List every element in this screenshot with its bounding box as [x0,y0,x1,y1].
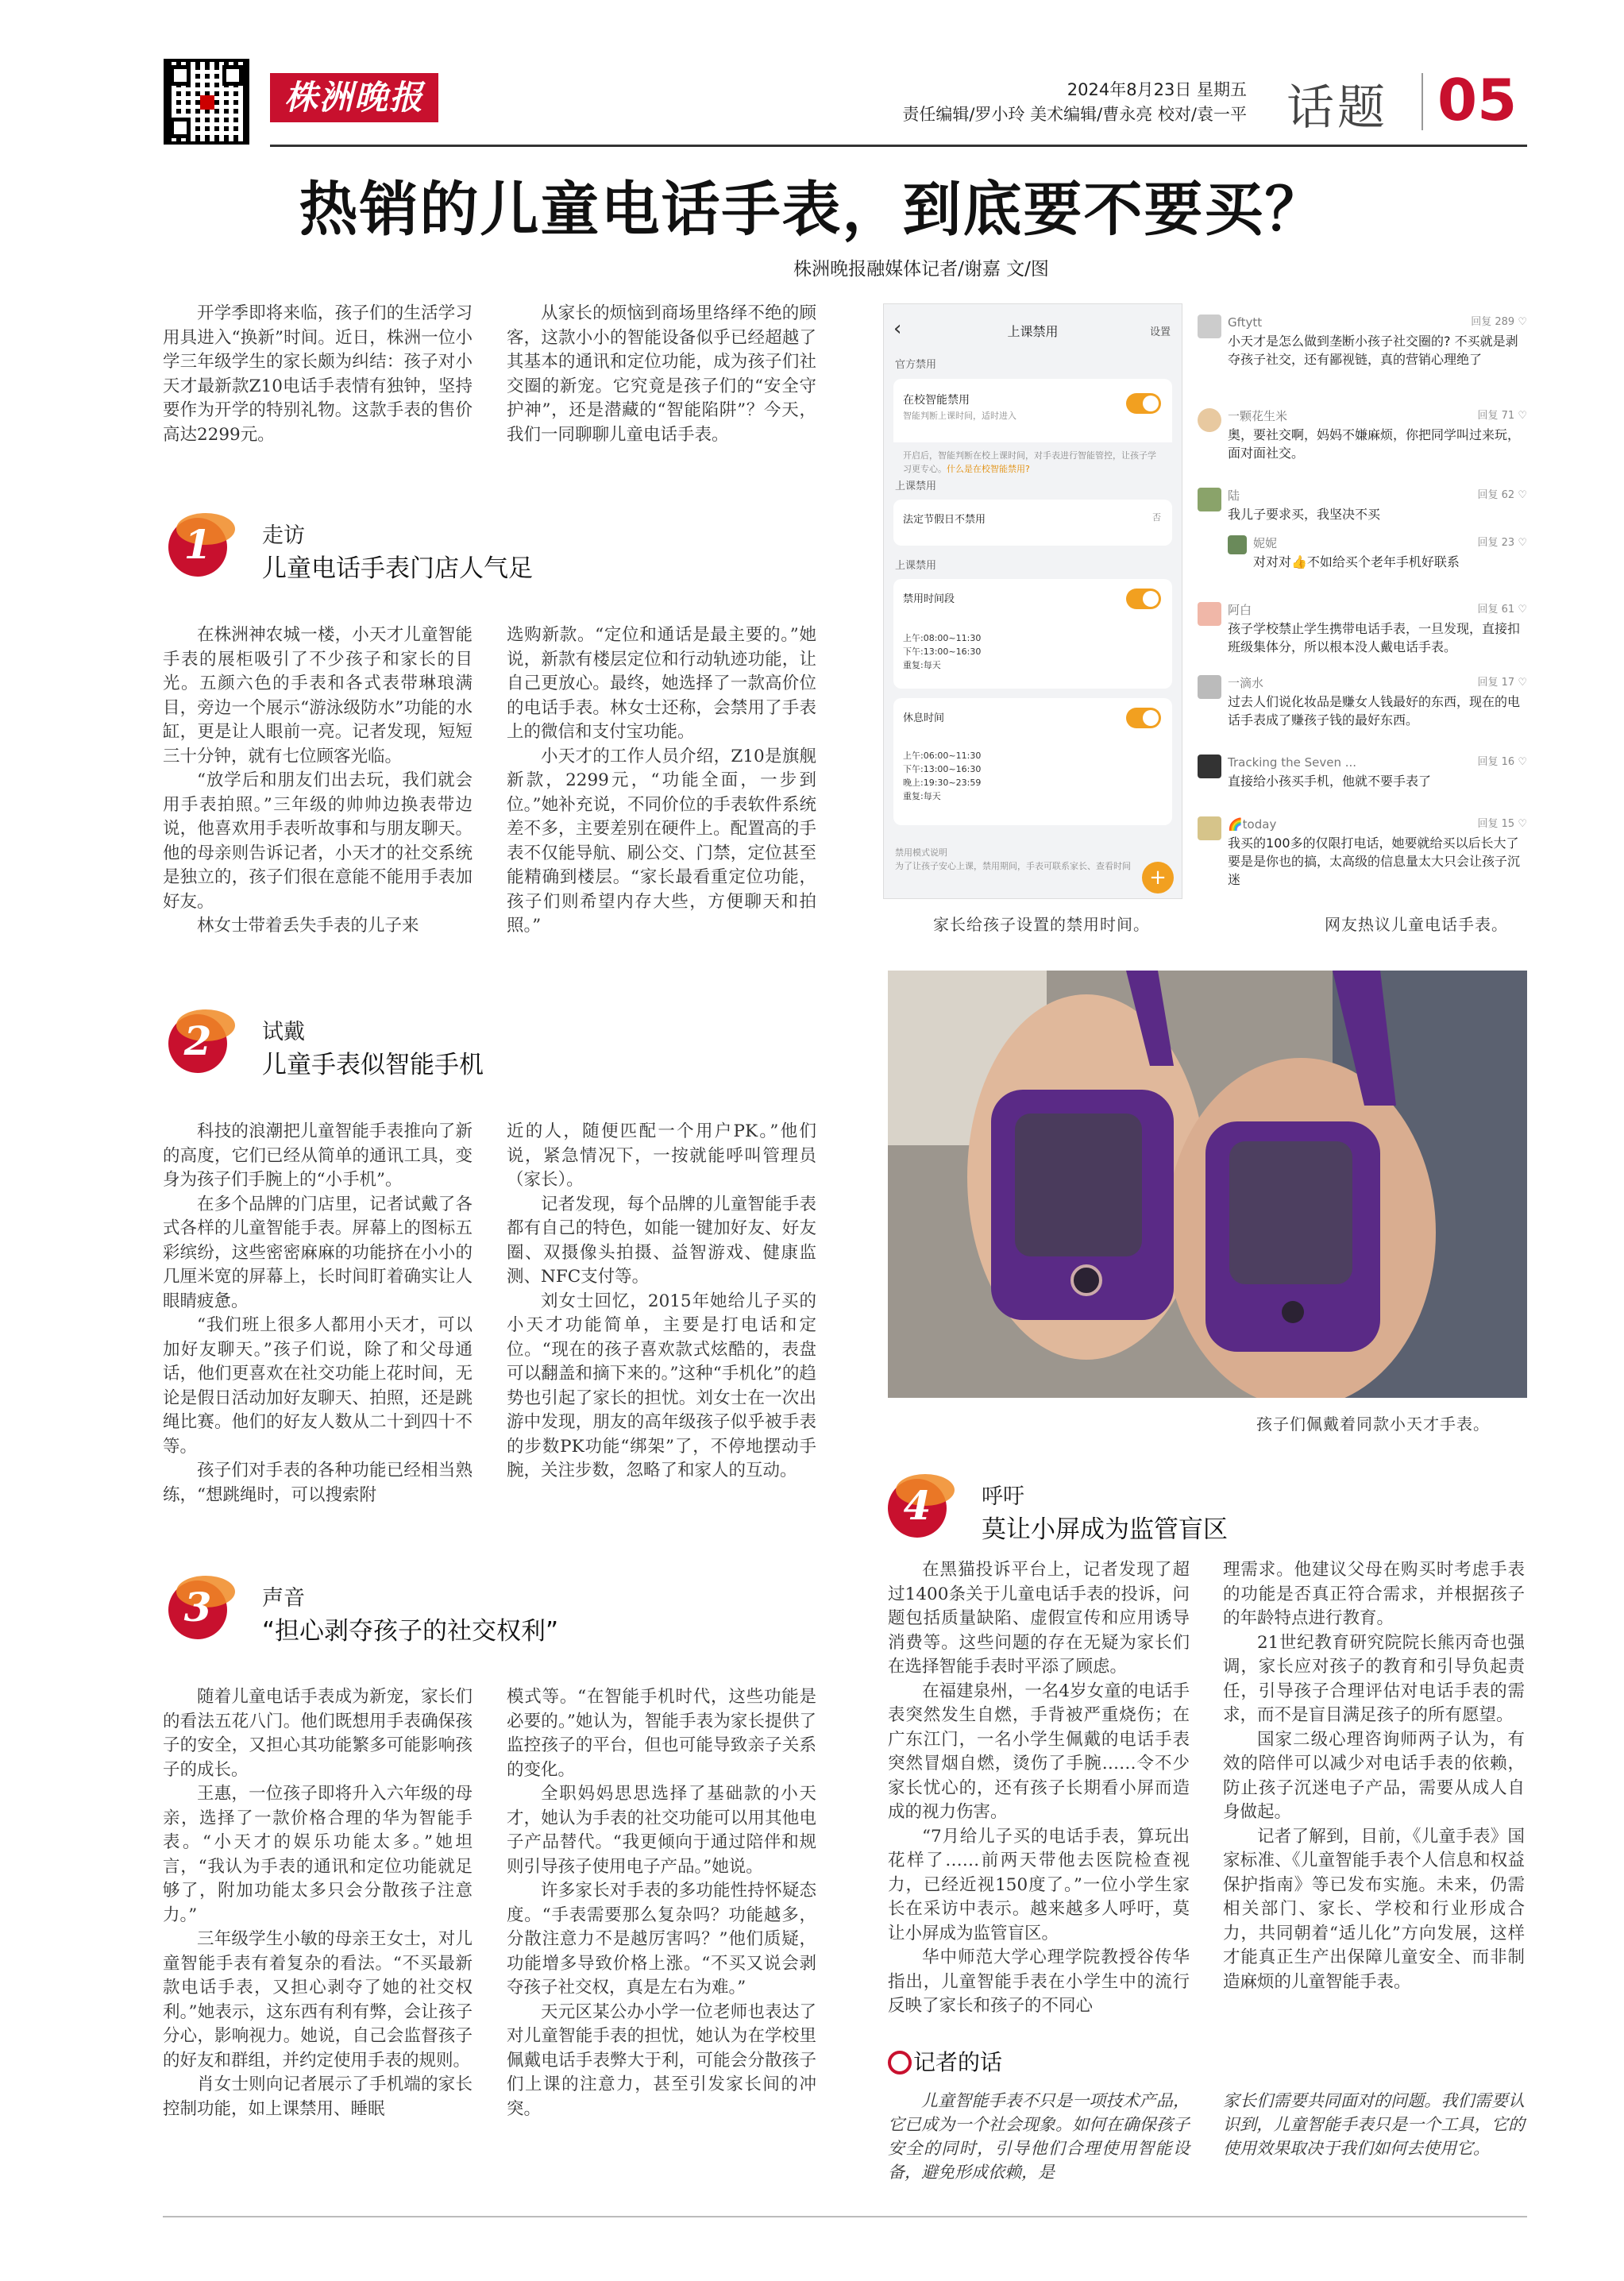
comment-item: 陆 回复 62 ♡ 我儿子要求买，我坚决不买 [1198,486,1527,523]
section-1-col1 [163,623,473,939]
section-2-col1 [163,1120,473,1507]
rest-card [893,698,1172,825]
paragraph: 林女士带着丢失手表的儿子来 [197,916,419,936]
paragraph: “放学后和朋友们出去玩，我们就会用手表拍照。”三年级的帅帅边换表带边说，他喜欢用手表听故事和与朋友聊天。他的母亲则告诉记者，小天才的社交系统是独立的，孩子们很在意能不能用手表加好友。 [163,770,473,912]
avatar [1198,675,1221,699]
paragraph: 在福建泉州，一名4岁女童的电话手表突然发生自燃，手背被严重烧伤；在广东江门，一名小学生佩戴的电话手表突然冒烟自燃，烫伤了手腕……令不少家长忧心的，还有孩子长期看小屏而造成的视力伤害。 [888,1681,1190,1822]
class-ban-label-2: 上课禁用 [895,560,937,572]
paragraph: 科技的浪潮把儿童智能手表推向了新的高度，它们已经从简单的通讯工具，变身为孩子们手腕上的“小手机”。 [163,1121,473,1190]
paragraph: 随着儿童电话手表成为新宠，家长们的看法五花八门。他们既想用手表确保孩子的安全，又担心其功能繁多可能影响孩子的成长。 [163,1687,473,1780]
watch-photo-illustration [888,971,1527,1398]
comment-item: 一滴水 回复 17 ♡ 过去人们说化妆品是赚女人钱最好的东西，现在的电话手表成了赚孩子钱的最好东西。 [1198,673,1527,729]
section-3-col2 [507,1685,816,2121]
section-3-title: “担心剥夺孩子的社交权利” [262,1617,559,1646]
avatar [1198,816,1221,840]
paragraph: 记者发现，每个品牌的儿童智能手表都有自己的特色，如能一键加好友、好友圈、双摄像头拍摄、益智游戏、健康监测、NFC支付等。 [507,1194,816,1287]
period-card [893,579,1172,689]
paragraph: 在多个品牌的门店里，记者试戴了各式各样的儿童智能手表。屏幕上的图标五彩缤纷，这些密密麻麻的功能挤在小小的几厘米宽的屏幕上，长时间盯着确实让人眼睛疲惫。 [163,1194,473,1311]
school-mode-label: 在校智能禁用 [903,394,970,407]
section-topic: 话题 [1286,80,1388,136]
photo-caption: 孩子们佩戴着同款小天才手表。 [1256,1415,1490,1434]
section-1-subtitle: 走访 [262,523,305,548]
paragraph: 在黑猫投诉平台上，记者发现了超过1400条关于儿童电话手表的投诉，问题包括质量缺陷、虚假宣传和应用诱导消费等。这些问题的存在无疑为家长们在选择智能手表时平添了顾虑。 [888,1560,1190,1677]
reporter-note-col1: 儿童智能手表不只是一项技术产品，它已成为一个社会现象。如何在确保孩子安全的同时，引导他们合理使用智能设备，避免形成依赖，是 [888,2091,1190,2182]
intro-col2 [507,302,816,447]
period-label: 禁用时间段 [903,593,955,605]
avatar [1198,488,1221,511]
phone-screenshot [883,303,1182,899]
paragraph: 近的人，随便匹配一个用户PK。”他们说，紧急情况下，一按就能呼叫管理员（家长）。 [507,1121,816,1190]
comment-item: 阿白 回复 61 ♡ 孩子学校禁止学生携带电话手表，一旦发现，直接扣班级集体分，所以根本没人戴电话手表。 [1198,600,1527,656]
reporter-note-heading: 记者的话 [913,2049,1003,2075]
paragraph: 国家二级心理咨询师两子认为，有效的陪伴可以减少对电话手表的依赖，防止孩子沉迷电子产品，需要从成人自身做起。 [1223,1729,1525,1822]
holiday-value: 否 [1152,512,1161,523]
avatar [1198,755,1221,778]
paragraph: 许多家长对手表的多功能性持怀疑态度。“手表需要那么复杂吗？功能越多，分散注意力不是越厉害吗？”他们质疑，功能增多导致价格上涨。“不买又说会剥夺孩子社交权，真是左右为难。” [507,1881,816,1997]
paragraph: 开学季即将来临，孩子们的生活学习用具进入“换新”时间。近日，株洲一位小学三年级学生的家长颇为纠结：孩子对小天才最新款Z10电话手表情有独钟，坚持要作为开学的特别礼物。这款手表的售价高达2299元。 [163,303,473,445]
paragraph: 选购新款。“定位和通话是最主要的。”她说，新款有楼层定位和行动轨迹功能，让自己更放心。最终，她选择了一款高价位的电话手表。林女士还称，会禁用了手表上的微信和支付宝功能。 [507,625,816,742]
qr-code [164,59,249,145]
paragraph: 记者了解到，目前，《儿童手表》国家标准、《儿童智能手表个人信息和权益保护指南》等已发布实施。未来，仍需相关部门、家长、学校和行业形成合力，共同朝着“适儿化”方向发展，这样才能真正生产出保障儿童安全、而非制造麻烦的儿童智能手表。 [1223,1826,1525,1992]
avatar [1198,408,1221,432]
paragraph: “我们班上很多人都用小天才，可以加好友聊天。”孩子们说，除了和父母通话，他们更喜欢在社交功能上花时间，无论是假日活动加好友聊天、拍照，还是跳绳比赛。他们的好友人数从二十到四十不等。 [163,1315,473,1457]
section-2-col2 [507,1120,816,1484]
staff-credits: 责任编辑/罗小玲 美术编辑/曹永亮 校对/袁一平 [902,105,1247,124]
paragraph: 孩子们对手表的各种功能已经相当熟练，“想跳绳时，可以搜索附 [163,1461,473,1505]
avatar [1198,602,1221,626]
holiday-label: 法定节假日不禁用 [903,514,986,526]
back-icon: ‹ [893,317,902,341]
avatar [1198,315,1221,338]
paragraph: 三年级学生小敏的母亲王女士，对儿童智能手表有着复杂的看法。“不买最新款电话手表，又担心剥夺了她的社交权利。”她表示，这东西有利有弊，会让孩子分心，影响视力。她说，自己会监督孩子的好友和群组，并约定使用手表的规则。 [163,1929,473,2071]
paragraph: 模式等。“在智能手机时代，这些功能是必要的。”她认为，智能手表为家长提供了监控孩子的平台，但也可能导致亲子关系的变化。 [507,1687,816,1780]
footer-rule [163,2216,1527,2217]
official-label: 官方禁用 [895,359,937,371]
paragraph: 天元区某公办小学一位老师也表达了对儿童智能手表的担忧，她认为在学校里佩戴电话手表弊大于利，可能会分散孩子们上课的注意力，甚至引发家长间的冲突。 [507,2001,816,2119]
period-times: 上午:08:00~11:30 下午:13:00~16:30 重复:每天 [903,633,982,670]
section-4-col1 [888,1558,1190,2019]
footer-note: 禁用模式说明 为了让孩子安心上课，禁用期间，手表可联系家长、查看时间 [895,847,1131,871]
paragraph: 刘女士回忆，2015年她给儿子买的小天才功能简单，主要是打电话和定位。“现在的孩子喜欢款式炫酷的，表盘可以翻盖和摘下来的。”这种“手机化”的趋势也引起了家长的担忧。刘女士在一次出游中发现，朋友的高年级孩子似乎被手表的步数PK功能“绑架”了，不停地摆动手腕，关注步数，忽略了和家人的互动。 [507,1291,816,1480]
section-4-title: 莫让小屏成为监管盲区 [982,1515,1228,1544]
header-divider [1421,73,1423,130]
watches-photo [888,971,1527,1398]
intro-col1 [163,302,473,447]
section-3-subtitle: 声音 [262,1586,305,1611]
header-rule [270,145,1527,147]
byline: 株洲晚报融媒体记者/谢嘉 文/图 [793,259,1049,280]
paragraph: 王惠，一位孩子即将升入六年级的母亲，选择了一款价格合理的华为智能手表。“小天才的娱乐功能太多。”她坦言，“我认为手表的通讯和定位功能就足够了，附加功能太多只会分散孩子注意力。” [163,1784,473,1925]
note-circle-icon [888,2051,912,2075]
paragraph: 从家长的烦恼到商场里络绎不绝的顾客，这款小小的智能设备似乎已经超越了其基本的通讯和定位功能，成为孩子们社交圈的新宠。它究竟是孩子们的“安全守护神”，还是潜藏的“智能陷阱”？今天，我们一同聊聊儿童电话手表。 [507,303,816,445]
section-number-1: 1 [168,518,232,581]
page-number: 05 [1437,67,1518,133]
section-2-subtitle: 试戴 [262,1020,305,1044]
class-ban-label: 上课禁用 [895,481,937,492]
section-2-title: 儿童手表似智能手机 [262,1051,484,1079]
section-4-subtitle: 呼吁 [982,1484,1024,1509]
school-mode-desc: 智能判断上课时间，适时进入 [903,411,1016,421]
paragraph: “7月给儿子买的电话手表，算玩出花样了……前两天带他去医院检查视力，已经近视150度了。”一位小学生家长在采访中表示。越来越多人呼吁，莫让小屏成为监管盲区。 [888,1826,1190,1943]
reporter-note-col2: 家长们需要共同面对的问题。我们需要认识到，儿童智能手表只是一个工具，它的使用效果取决于我们如何去使用它。 [1223,2091,1525,2158]
section-1-col2 [507,623,816,939]
screen-title: 上课禁用 [1007,324,1059,339]
school-mode-toggle [1126,393,1161,414]
section-number-2: 2 [168,1014,232,1078]
paragraph: 理需求。他建议父母在购买时考虑手表的功能是否真正符合需求，并根据孩子的年龄特点进行教育。 [1223,1560,1525,1628]
section-number-3: 3 [168,1580,232,1644]
holiday-card [893,500,1172,536]
paragraph: 肖女士则向记者展示了手机端的家长控制功能，如上课禁用、睡眠 [163,2075,473,2119]
comment-item: Tracking the Seven ... 回复 16 ♡ 直接给小孩买手机，他就不要手表了 [1198,753,1527,790]
section-1-title: 儿童电话手表门店人气足 [262,554,533,583]
comments-caption: 网友热议儿童电话手表。 [1325,915,1508,934]
paragraph: 全职妈妈思思选择了基础款的小天才，她认为手表的社交功能可以用其他电子产品替代。“我更倾向于通过陪伴和规则引导孩子使用电子产品。”她说。 [507,1784,816,1877]
paragraph: 华中师范大学心理学院教授谷传华指出，儿童智能手表在小学生中的流行反映了家长和孩子的不同心 [888,1947,1190,2016]
paragraph: 21世纪教育研究院院长熊丙奇也强调，家长应对孩子的教育和引导负起责任，引导孩子合理评估对电话手表的需求，而不是盲目满足孩子的所有愿望。 [1223,1632,1525,1725]
section-number-4: 4 [888,1479,951,1542]
paragraph: 在株洲神农城一楼，小天才儿童智能手表的展柜吸引了不少孩子和家长的目光。五颜六色的手表和各式表带琳琅满目，旁边一个展示“游泳级防水”功能的水缸，更是让人眼前一亮。记者发现，短短三十分钟，就有七位顾客光临。 [163,625,473,766]
paragraph: 小天才的工作人员介绍，Z10是旗舰新款，2299元，“功能全面，一步到位。”她补充说，不同价位的手表软件系统差不多，主要差别在硬件上。配置高的手表不仅能导航、刷公交、门禁，定位甚至能精确到楼层。“家长最看重定位功能，孩子们则希望内存大些，方便聊天和拍照。” [507,746,816,936]
screenshot-caption: 家长给孩子设置的禁用时间。 [933,915,1150,934]
section-4-col2 [1223,1558,1525,1994]
period-toggle [1126,589,1161,609]
rest-toggle [1126,708,1161,728]
issue-date: 2024年8月23日 星期五 [1067,80,1247,99]
headline: 热销的儿童电话手表，到底要不要买？ [299,176,1325,244]
comment-reply: 妮妮 回复 23 ♡ 对对对👍不如给买个老年手机好联系 [1228,534,1527,571]
settings-link: 设置 [1149,326,1171,338]
comment-item: Gftytt 回复 289 ♡ 小天才是怎么做到垄断小孩子社交圈的? 不买就是剥夺孩子社交，还有鄙视链，真的营销心理绝了 [1198,313,1527,369]
school-note: 开启后，智能判断在校上课时间，对手表进行智能管控，让孩子学习更专心。什么是在校智能禁用? [893,442,1172,506]
section-3-col1 [163,1685,473,2121]
rest-label: 休息时间 [903,712,945,724]
add-icon: + [1142,862,1174,893]
newspaper-logo: 株洲晚报 [270,73,438,122]
comment-item: 一颗花生米 回复 71 ♡ 奥，要社交啊，妈妈不嫌麻烦，你把同学叫过来玩，面对面社交。 [1198,407,1527,462]
avatar [1228,535,1247,554]
comment-item: 🌈today 回复 15 ♡ 我买的100多的仅限打电话，她要就给买以后长大了要是是你也的搞，太高级的信息量太大只会让孩子沉迷 [1198,815,1527,889]
rest-times: 上午:06:00~11:30 下午:13:00~16:30 晚上:19:30~23:59 重复:每天 [903,751,982,801]
